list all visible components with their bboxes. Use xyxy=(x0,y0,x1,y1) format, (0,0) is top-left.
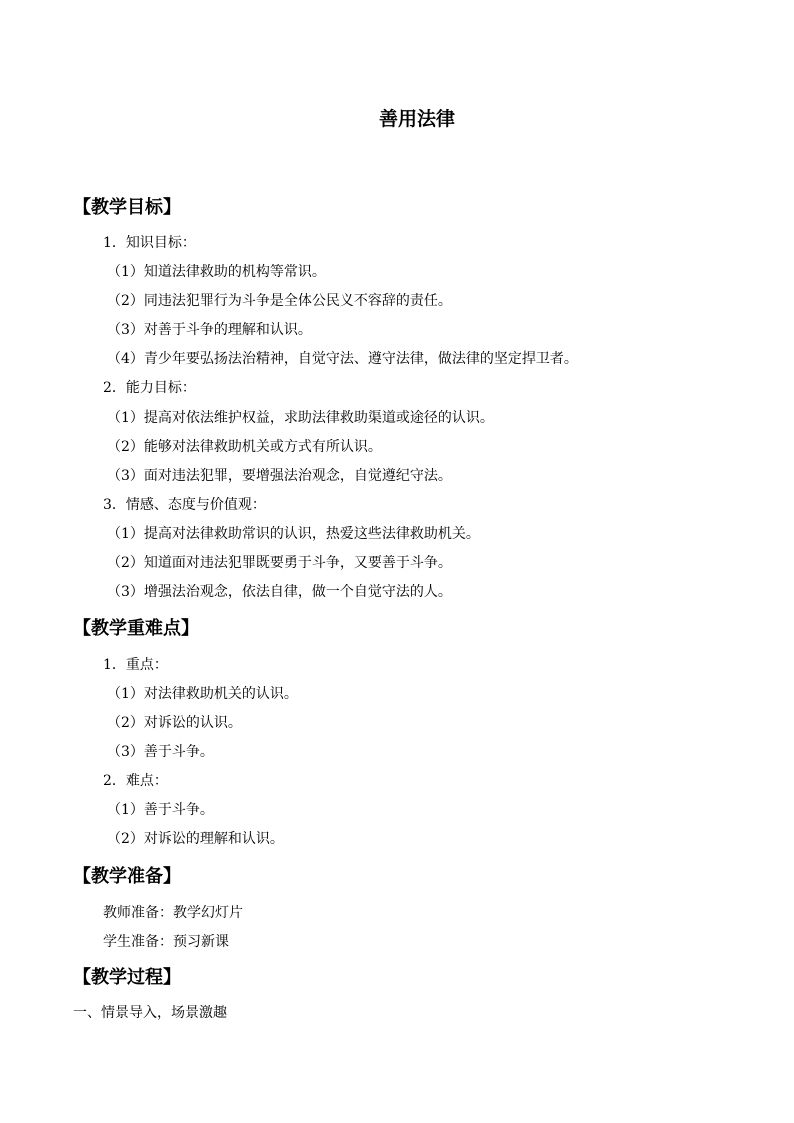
list-item: （3）善于斗争。 xyxy=(107,744,214,760)
list-item: （1）对法律救助机关的认识。 xyxy=(107,686,298,702)
heading-teaching-goals: 【教学目标】 xyxy=(73,197,181,218)
list-item: （2）能够对法律救助机关或方式有所认识。 xyxy=(107,439,382,455)
document-title: 善用法律 xyxy=(378,108,455,130)
list-item: （1）提高对依法维护权益，求助法律救助渠道或途径的认识。 xyxy=(107,410,494,426)
list-item: （1）知道法律救助的机构等常识。 xyxy=(107,264,326,280)
process-step-1: 一、情景导入，场景激趣 xyxy=(73,1005,227,1021)
subheading-emotion: 3．情感、态度与价值观： xyxy=(103,497,266,513)
teacher-preparation: 教师准备：教学幻灯片 xyxy=(103,905,243,921)
subheading-focus: 1．重点： xyxy=(103,657,168,673)
list-item: （1）提高对法律救助常识的认识，热爱这些法律救助机关。 xyxy=(107,526,480,542)
student-preparation: 学生准备：预习新课 xyxy=(103,934,229,950)
list-item: （2）对诉讼的认识。 xyxy=(107,715,242,731)
list-item: （2）同违法犯罪行为斗争是全体公民义不容辞的责任。 xyxy=(107,293,452,309)
list-item: （1）善于斗争。 xyxy=(107,802,214,818)
subheading-ability: 2．能力目标： xyxy=(103,380,196,396)
list-item: （3）对善于斗争的理解和认识。 xyxy=(107,322,312,338)
list-item: （2）知道面对违法犯罪既要勇于斗争，又要善于斗争。 xyxy=(107,555,452,571)
list-item: （2）对诉讼的理解和认识。 xyxy=(107,831,284,847)
list-item: （4）青少年要弘扬法治精神，自觉守法、遵守法律，做法律的坚定捍卫者。 xyxy=(107,351,578,367)
heading-process: 【教学过程】 xyxy=(73,967,181,988)
list-item: （3）增强法治观念，依法自律，做一个自觉守法的人。 xyxy=(107,584,452,600)
subheading-difficulty: 2．难点： xyxy=(103,773,168,789)
subheading-knowledge: 1．知识目标： xyxy=(103,235,196,251)
heading-preparation: 【教学准备】 xyxy=(73,866,181,887)
heading-key-points: 【教学重难点】 xyxy=(73,618,199,639)
list-item: （3）面对违法犯罪，要增强法治观念，自觉遵纪守法。 xyxy=(107,468,452,484)
